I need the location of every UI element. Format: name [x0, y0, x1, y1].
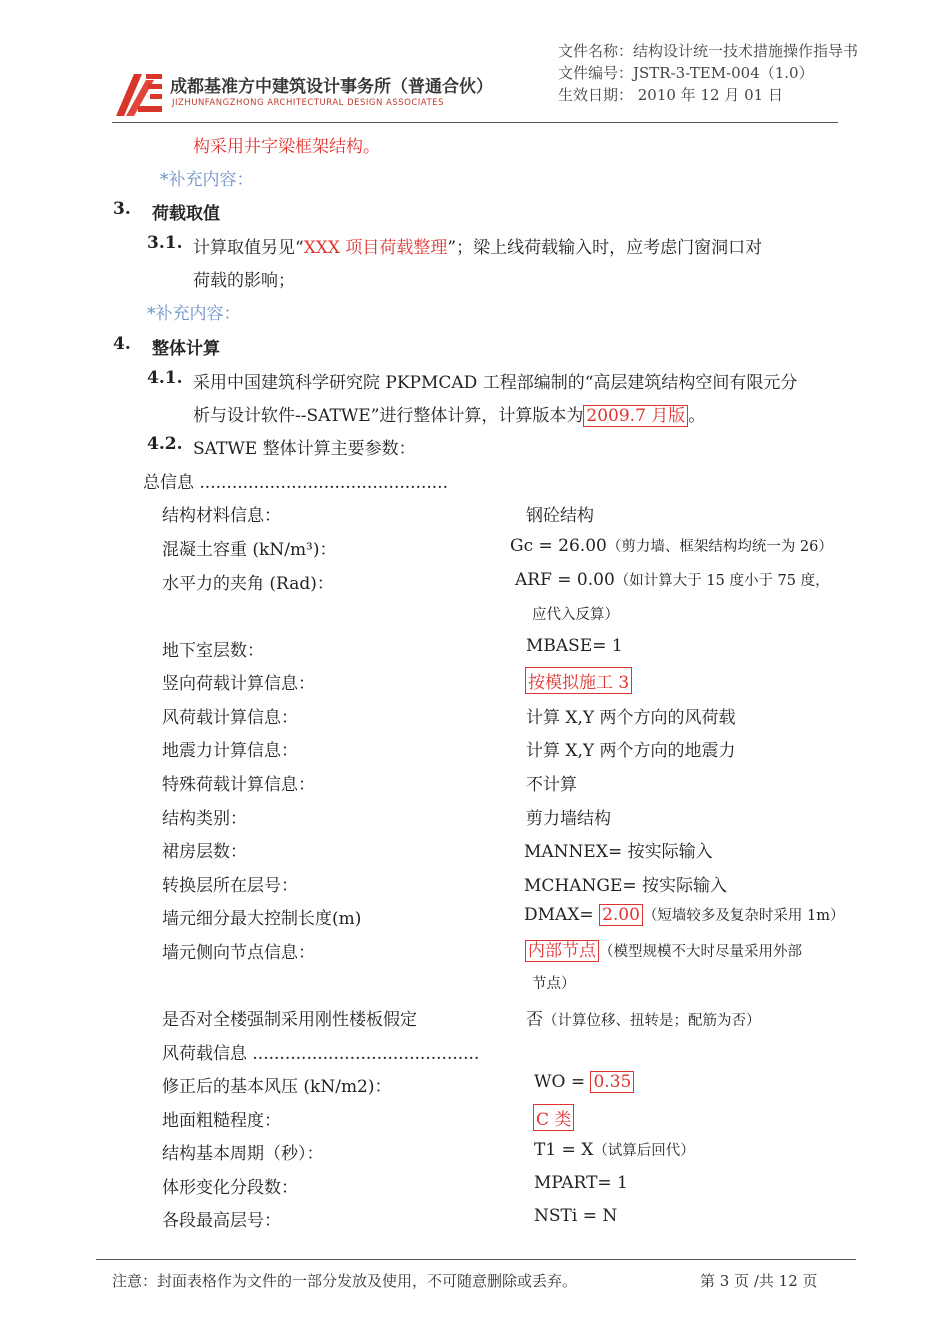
continued-line: 构采用井字梁框架结构。 [193, 137, 380, 157]
param-label: 结构类别： [162, 809, 247, 829]
param-value: ARF = 0.00（如计算大于 15 度小于 75 度， [515, 570, 830, 590]
doc-name: 文件名称：结构设计统一技术措施操作指导书 [558, 42, 859, 60]
general-info-heading: 总信息 .............................................. [143, 473, 448, 493]
param-value: 计算 X,Y 两个方向的地震力 [526, 741, 736, 761]
param-value: DMAX= 2.00 （短墙较多及复杂时采用 1m） [524, 905, 845, 925]
param-value: 钢砼结构 [526, 506, 594, 526]
item-4-1-text: 采用中国建筑科学研究院 PKPMCAD 工程部编制的“高层建筑结构空间有限元分 [193, 373, 798, 393]
wind-info-heading: 风荷载信息 .......................................... [162, 1044, 480, 1064]
param-label: 地震力计算信息： [162, 741, 298, 761]
param-label: 裙房层数： [162, 842, 247, 862]
param-label: 修正后的基本风压 (kN/m2)： [162, 1077, 392, 1097]
footer-notice: 注意：封面表格作为文件的一部分发放及使用，不可随意删除或丢弃。 [112, 1272, 578, 1290]
param-value-boxed: 按模拟施工 3 [525, 667, 632, 694]
param-value: MBASE= 1 [526, 636, 623, 656]
doc-number: 文件编号：JSTR-3-TEM-004（1.0） [558, 64, 814, 82]
item-3-1-text: 计算取值另见“XXX 项目荷载整理”；梁上线荷载输入时，应考虑门窗洞口对 [193, 238, 763, 258]
effective-date: 生效日期： 2010 年 12 月 01 日 [558, 86, 783, 104]
section-4-title: 整体计算 [152, 339, 220, 359]
page-number: 第 3 页 /共 12 页 [700, 1272, 818, 1290]
param-value: NSTi = N [534, 1206, 618, 1226]
item-4-2-number: 4.2. [147, 434, 183, 454]
param-value: WO = 0.35 [534, 1072, 634, 1092]
param-label: 地下室层数： [162, 641, 264, 661]
param-value: MANNEX= 按实际输入 [524, 842, 713, 862]
section-3-number: 3. [113, 199, 131, 219]
load-doc-ref: XXX 项目荷载整理 [303, 238, 448, 258]
param-value: T1 = X（试算后回代） [534, 1140, 695, 1160]
param-label: 是否对全楼强制采用刚性楼板假定 [162, 1010, 417, 1030]
item-3-1-text-cont: 荷载的影响； [193, 271, 295, 291]
param-label: 墙元细分最大控制长度(m) [162, 909, 362, 929]
param-value: 计算 X,Y 两个方向的风荷载 [526, 708, 736, 728]
param-label: 特殊荷载计算信息： [162, 775, 315, 795]
item-4-1-text-cont: 析与设计软件--SATWE”进行整体计算，计算版本为 2009.7 月版 。 [193, 406, 706, 426]
param-label: 结构基本周期（秒）： [162, 1144, 324, 1164]
param-label: 结构材料信息： [162, 506, 281, 526]
software-version-box: 2009.7 月版 [583, 405, 688, 427]
node-info-box: 内部节点 [525, 940, 599, 962]
param-note-cont: 应代入反算） [532, 607, 619, 623]
section-3-title: 荷载取值 [152, 204, 220, 224]
param-label: 风荷载计算信息： [162, 708, 298, 728]
param-label: 竖向荷载计算信息： [162, 674, 315, 694]
param-label: 水平力的夹角 (Rad)： [162, 574, 334, 594]
company-name-en: JIZHUNFANGZHONG ARCHITECTURAL DESIGN ASSOCIATES [172, 98, 444, 108]
param-note-cont: 节点） [532, 976, 576, 992]
param-label: 转换层所在层号： [162, 876, 298, 896]
param-value: 否（计算位移、扭转是；配筋为否） [526, 1010, 761, 1030]
param-value: MCHANGE= 按实际输入 [524, 876, 728, 896]
wind-pressure-box: 0.35 [590, 1071, 634, 1093]
item-4-1-number: 4.1. [147, 368, 183, 388]
item-3-1-number: 3.1. [147, 233, 183, 253]
param-value: Gc = 26.00（剪力墙、框架结构均统一为 26） [510, 536, 833, 556]
header-rule [112, 122, 838, 123]
supplement-note-2: *补充内容： [147, 304, 241, 324]
roughness-box: C 类 [533, 1104, 574, 1131]
param-label: 混凝土容重 (kN/m³)： [162, 540, 337, 560]
param-value: MPART= 1 [534, 1173, 628, 1193]
param-value: 不计算 [526, 775, 577, 795]
footer-rule [96, 1259, 856, 1260]
company-name-cn: 成都基准方中建筑设计事务所（普通合伙） [170, 77, 493, 97]
param-value: 剪力墙结构 [526, 809, 611, 829]
supplement-note-1: *补充内容： [160, 170, 254, 190]
param-value: 内部节点 （模型规模不大时尽量采用外部 [525, 936, 802, 961]
section-4-number: 4. [113, 334, 131, 354]
dmax-box: 2.00 [599, 904, 643, 926]
param-label: 墙元侧向节点信息： [162, 943, 315, 963]
param-label: 各段最高层号： [162, 1211, 281, 1231]
company-logo [116, 70, 164, 116]
param-label: 地面粗糙程度： [162, 1111, 281, 1131]
item-4-2-text: SATWE 整体计算主要参数： [193, 439, 416, 459]
param-label: 体形变化分段数： [162, 1178, 298, 1198]
